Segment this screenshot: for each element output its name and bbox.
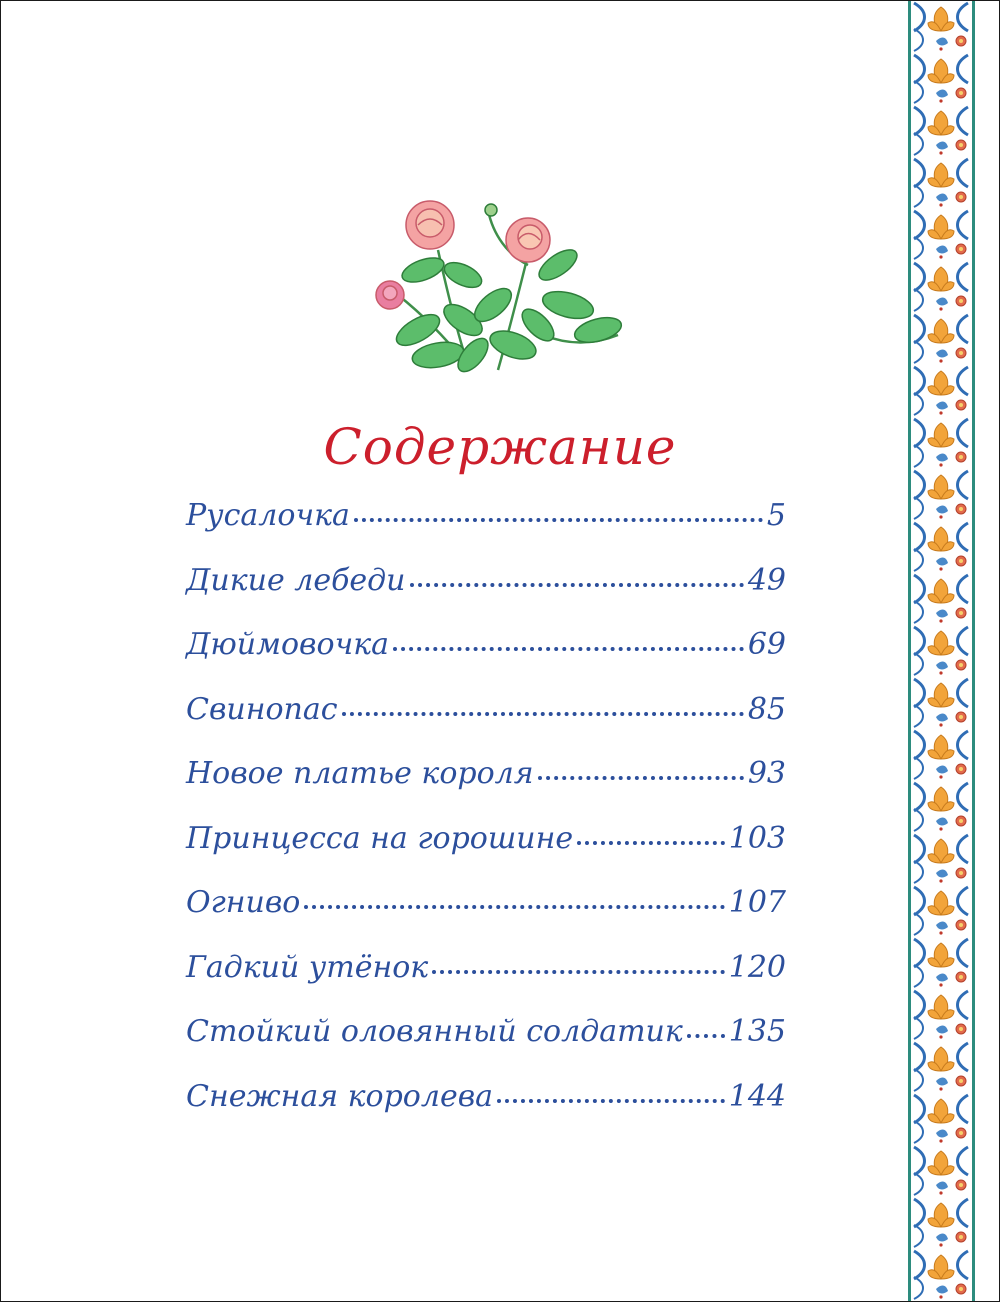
dot-leader (687, 1034, 725, 1038)
toc-entry-page: 107 (728, 885, 786, 920)
dot-leader (577, 841, 725, 845)
toc-entry-title: Свинопас (186, 691, 338, 727)
toc-entry-title: Огниво (186, 885, 301, 920)
toc-entry-page: 93 (747, 756, 786, 791)
toc-entry-title: Дюймовочка (186, 627, 390, 662)
toc-entry-title: Гадкий утёнок (186, 949, 429, 985)
toc-entry[interactable] (186, 885, 786, 950)
rose-bouquet-icon (368, 195, 636, 380)
toc-entry-title: Дикие лебеди (186, 562, 406, 598)
toc-entry-title: Русалочка (186, 498, 350, 533)
toc-entry[interactable] (186, 627, 786, 692)
toc-entry-page: 85 (747, 691, 786, 727)
dot-leader (432, 970, 725, 974)
toc-entry-page: 135 (728, 1014, 786, 1049)
toc-entry-page: 5 (766, 498, 786, 533)
toc-entry-title: Принцесса на горошине (186, 820, 574, 856)
toc-entry-title: Снежная королева (186, 1078, 494, 1114)
toc-entry[interactable] (186, 821, 786, 886)
toc-entry[interactable] (186, 1079, 786, 1144)
toc-entry-page: 103 (728, 820, 786, 856)
dot-leader (393, 647, 744, 651)
toc-entry-page: 120 (728, 949, 786, 985)
toc-entry[interactable] (186, 692, 786, 757)
toc-entry-title: Новое платье короля (186, 756, 534, 791)
dot-leader (304, 905, 724, 909)
dot-leader (497, 1099, 725, 1103)
toc-entry-page: 144 (728, 1078, 786, 1114)
toc-entry[interactable] (186, 498, 786, 563)
dot-leader (410, 583, 744, 587)
page-title: Содержание (323, 418, 677, 476)
toc-entry[interactable] (186, 1014, 786, 1079)
toc-entry[interactable] (186, 950, 786, 1015)
ornamental-border-icon (906, 1, 977, 1301)
dot-leader (342, 712, 744, 716)
dot-leader (354, 518, 763, 522)
toc-entry-page: 69 (747, 627, 786, 662)
toc-entry[interactable] (186, 756, 786, 821)
toc-entry-page: 49 (747, 562, 786, 598)
toc-entry-title: Стойкий оловянный солдатик (186, 1014, 683, 1049)
dot-leader (538, 776, 744, 780)
toc-entry[interactable] (186, 563, 786, 628)
toc-list (186, 498, 786, 1143)
